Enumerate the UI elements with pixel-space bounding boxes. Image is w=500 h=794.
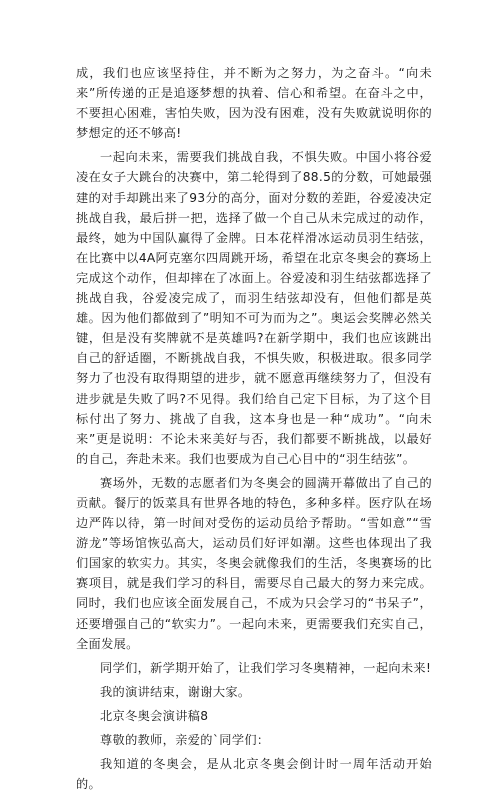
- paragraph-3: 赛场外，无数的志愿者们为冬奥会的圆满开幕做出了自己的贡献。餐厅的饭菜具有世界各地的特色，多种多样。医疗队在场边严阵以待，第一时间对受伤的运动员给予帮助。“雪如意”“雪游龙”等场馆恢弘高大，运动员们好评如潮。这些也体现出了我们国家的软实力。其实，冬奥会就像我们的生活，冬奥赛场的比赛项目，就是我们学习的科目，需要尽自己最大的努力来完成。同时，我们也应该全面发展自己，不成为只会学习的“书呆子”，还要增强自己的“软实力”。一起向未来，更需要我们充实自己，全面发展。: [76, 475, 432, 651]
- paragraph-4: 同学们，新学期开始了，让我们学习冬奥精神，一起向未来!: [100, 660, 432, 675]
- paragraph-5: 我的演讲结束，谢谢大家。: [100, 684, 251, 699]
- paragraph-2: 一起向未来，需要我们挑战自我，不惧失败。中国小将谷爱凌在女子大跳台的决赛中，第二轮得到了88.5的分数，可她最强建的对手却跳出来了93分的高分，面对分数的差距，谷爱凌决定挑战自我，最后拼一把，选择了做一个自己从未完成过的动作，最终，她为中国队赢得了金牌。日本花样滑冰运动员羽生结弦，在比赛中以4A阿克塞尔四周跳开场，希望在北京冬奥会的赛场上完成这个动作，但却摔在了冰面上。谷爱凌和羽生结弦都选择了挑战自我，谷爱凌完成了，而羽生结弦却没有，但他们都是英雄。因为他们都做到了”明知不可为而为之”。奥运会奖牌必然关键，但是没有奖牌就不是英雄吗?在新学期中，我们也应该跳出自己的舒适圈，不断挑战自我，不惧失败，积极进取。很多同学努力了也没有取得期望的进步，就不愿意再继续努力了，但没有进步就是失败了吗?不见得。我们给自己定下目标，为了这个目标付出了努力、挑战了自我，这本身也是一种“成功”。“向未来”更是说明：不论未来美好与否，我们都要不断挑战，以最好的自己，奔赴未来。我们也要成为自己心目中的“羽生结弦”。: [76, 150, 432, 466]
- paragraph-1: 成，我们也应该坚持住，并不断为之努力，为之奋斗。“向未来”所传递的正是追逐梦想的执着、信心和希望。在奋斗之中，不要担心困难，害怕失败，因为没有困难，没有失败就说明你的梦想定的还不够高!: [76, 66, 432, 141]
- section-heading: 北京冬奥会演讲稿8: [100, 708, 209, 723]
- salutation: 尊敬的教师，亲爱的`同学们：: [100, 733, 270, 747]
- paragraph-8: 我知道的冬奥会，是从北京冬奥会倒计时一周年活动开始的。: [76, 757, 432, 792]
